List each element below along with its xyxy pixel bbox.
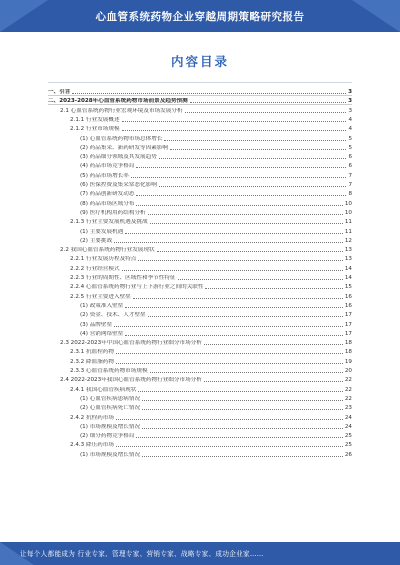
- toc-entry[interactable]: [80, 449, 352, 458]
- toc-entry-label: 2.4.2 抗栓药市场: [70, 414, 114, 421]
- toc-entry-label: (3) 品牌壁垒: [80, 321, 113, 328]
- toc-entry-page: 17: [344, 312, 352, 319]
- toc-entry[interactable]: [80, 207, 352, 216]
- toc-entry-label: 2.2.1 行业发展历程及特点: [70, 256, 137, 263]
- toc-dot-leader: [150, 371, 343, 373]
- toc-entry-page: 24: [344, 423, 352, 430]
- toc-entry-page: 14: [344, 275, 352, 281]
- toc-entry[interactable]: [80, 421, 352, 430]
- toc-entry-page: 22: [344, 395, 352, 402]
- toc-entry[interactable]: [80, 235, 352, 244]
- toc-entry-label: (1) 心血管系统药物市场总体增长: [80, 135, 163, 142]
- toc-entry-label: (1) 心血管疾病患病情况: [80, 395, 141, 402]
- toc-entry-page: 4: [348, 116, 352, 123]
- toc-entry[interactable]: [70, 272, 352, 281]
- toc-dot-leader: [142, 408, 343, 410]
- toc-entry-label: (9) 医疗机构用药结构分析: [80, 209, 146, 216]
- toc-entry[interactable]: [80, 226, 352, 235]
- toc-dot-leader: [150, 222, 343, 224]
- toc-dot-leader: [116, 362, 343, 364]
- toc-entry-page: 19: [344, 358, 352, 365]
- toc-heading-divider: [48, 82, 352, 83]
- toc-entry[interactable]: [70, 346, 352, 355]
- toc-dot-leader: [142, 455, 343, 457]
- toc-entry[interactable]: [60, 244, 352, 253]
- toc-entry-label: 2.1.3 行业主要发展机遇及挑战: [70, 219, 148, 226]
- toc-dot-leader: [114, 241, 343, 243]
- toc-entry-label: 2.3.3 心血管系统药物市场规模: [70, 368, 148, 374]
- toc-entry-page: 5: [348, 135, 352, 142]
- toc-entry-label: (5) 药品市场增长率: [80, 172, 129, 179]
- toc-entry-page: 3: [348, 98, 352, 105]
- toc-dot-leader: [125, 334, 343, 336]
- toc-dot-leader: [116, 352, 343, 354]
- toc-dot-leader: [136, 204, 342, 206]
- toc-entry[interactable]: [80, 393, 352, 402]
- toc-entry-page: 10: [344, 209, 352, 216]
- toc-dot-leader: [190, 101, 346, 103]
- toc-dot-leader: [170, 148, 346, 150]
- toc-dot-leader: [142, 399, 343, 401]
- toc-dot-leader: [136, 436, 342, 438]
- toc-entry[interactable]: [48, 95, 352, 104]
- toc-entry-page: 3: [348, 107, 352, 114]
- report-title: 心血管系统药物企业穿越周期策略研究报告: [95, 11, 305, 23]
- page-footer: [0, 542, 400, 565]
- toc-entry-label: 2.2.5 行业主要进入壁垒: [70, 293, 131, 300]
- toc-entry-page: 6: [348, 163, 352, 170]
- toc-entry-page: 14: [344, 265, 352, 272]
- toc-entry[interactable]: [80, 309, 352, 318]
- toc-entry-label: 2.1.1 行业发展概述: [70, 116, 120, 123]
- toc-dot-leader: [133, 297, 343, 299]
- toc-entry[interactable]: [48, 86, 352, 95]
- toc-dot-leader: [185, 111, 347, 113]
- toc-entry-label: 一、引言: [48, 89, 71, 95]
- toc-dot-leader: [122, 269, 343, 271]
- toc-dot-leader: [136, 194, 346, 196]
- toc-entry-label: (1) 政策准入壁垒: [80, 302, 124, 309]
- toc-dot-leader: [122, 129, 347, 131]
- toc-entry-label: (1) 主要发展机遇: [80, 228, 124, 235]
- toc-entry-page: 8: [348, 191, 352, 198]
- toc-entry-page: 4: [348, 126, 352, 133]
- toc-entry-page: 16: [344, 293, 352, 300]
- toc-entry-page: 13: [344, 247, 352, 254]
- toc-dot-leader: [72, 92, 346, 94]
- toc-entry[interactable]: [80, 151, 352, 160]
- toc-entry-page: 3: [348, 89, 352, 95]
- toc-entry[interactable]: [70, 123, 352, 132]
- toc-entry[interactable]: [80, 402, 352, 411]
- toc-dot-leader: [159, 185, 347, 187]
- toc-entry-label: (4) 营销网络壁垒: [80, 330, 124, 337]
- toc-entry-page: 22: [344, 377, 352, 384]
- toc-entry-page: 22: [344, 386, 352, 393]
- toc-dot-leader: [159, 157, 347, 159]
- toc-entry[interactable]: [60, 374, 352, 383]
- toc-entry[interactable]: [70, 439, 352, 448]
- toc-entry-label: 2.1.2 行业市场规模: [70, 126, 120, 133]
- toc-entry-label: 2.4.3 降压药市场: [70, 442, 114, 449]
- toc-entry-label: 2.3 2022-2023年中国心血管系统药物行业细分市场分析: [60, 340, 202, 347]
- toc-entry-page: 20: [344, 368, 352, 374]
- toc-entry-label: 2.2 我国心血管系统药物行业发展现状: [60, 247, 155, 254]
- toc-dot-leader: [116, 418, 343, 420]
- toc-entry[interactable]: [70, 412, 352, 421]
- toc-entry-page: 7: [348, 172, 352, 179]
- toc-heading: 内容目录: [170, 54, 229, 69]
- toc-entry-label: (1) 市场规模及增长情况: [80, 451, 141, 458]
- toc-entry-label: (6) 医保控费及集采常态化影响: [80, 182, 157, 188]
- toc-dot-leader: [125, 306, 343, 308]
- toc-entry-page: 17: [344, 321, 352, 328]
- toc-entry[interactable]: [60, 105, 352, 114]
- toc-entry-label: (8) 药品市场区域分布: [80, 200, 135, 207]
- toc-entry-page: 26: [344, 451, 352, 458]
- toc-entry[interactable]: [80, 170, 352, 179]
- toc-entry-label: 2.4 2022-2023年我国心血管系统药物行业细分市场分析: [60, 377, 202, 384]
- toc-dot-leader: [178, 278, 343, 280]
- toc-entry-label: 2.4.1 我国心血管疾病现状: [70, 386, 137, 393]
- toc-dot-leader: [204, 343, 343, 345]
- toc-entry-label: (2) 资金、技术、人才壁垒: [80, 312, 146, 319]
- toc-entry-page: 5: [348, 144, 352, 151]
- toc-entry[interactable]: [80, 328, 352, 337]
- toc-dot-leader: [148, 315, 343, 317]
- toc-dot-leader: [125, 232, 343, 234]
- toc-entry[interactable]: [70, 114, 352, 123]
- toc-dot-leader: [136, 166, 346, 168]
- footer-slogan: 让每个人都能成为 行业专家、管理专家、营销专家、战略专家、成功企业家……: [20, 550, 264, 558]
- toc-entry-label: 2.3.1 抗血栓药物: [70, 349, 114, 356]
- toc-entry[interactable]: [70, 365, 352, 374]
- toc-entry-label: 2.3.2 降血脂药物: [70, 358, 114, 365]
- toc-entry-label: 2.1 心血管系统药物行业宏观环境及市场发展分析: [60, 107, 183, 114]
- toc-dot-leader: [148, 213, 343, 215]
- toc-entry[interactable]: [80, 300, 352, 309]
- toc-entry[interactable]: [70, 384, 352, 393]
- toc-entry-label: 二、2023-2028年心血管系统药物市场前景及趋势预测: [48, 98, 188, 105]
- toc-entry[interactable]: [80, 188, 352, 197]
- toc-entry-page: 16: [344, 302, 352, 309]
- toc-entry[interactable]: [70, 356, 352, 365]
- toc-entry-page: 17: [344, 330, 352, 337]
- toc-entry[interactable]: [80, 160, 352, 169]
- toc-entry[interactable]: [70, 216, 352, 225]
- toc-entry[interactable]: [80, 430, 352, 439]
- toc-dot-leader: [164, 139, 346, 141]
- toc-dot-leader: [114, 325, 343, 327]
- toc-dot-leader: [138, 390, 343, 392]
- page-header: [0, 0, 400, 32]
- toc-list: [0, 84, 400, 542]
- toc-entry-label: 2.2.3 行业的周期性、区域性和季节性特征: [70, 275, 176, 281]
- toc-entry-label: (4) 药品市场竞争格局: [80, 163, 135, 170]
- toc-entry-page: 25: [344, 433, 352, 440]
- toc-entry-page: 24: [344, 414, 352, 421]
- toc-entry[interactable]: [80, 133, 352, 142]
- toc-entry[interactable]: [60, 337, 352, 346]
- toc-entry-label: 2.2.4 心血管系统药物行业与上下游行业之间的关联性: [70, 284, 204, 291]
- toc-dot-leader: [204, 380, 343, 382]
- toc-entry[interactable]: [80, 142, 352, 151]
- toc-entry-label: (2) 主要挑战: [80, 237, 113, 244]
- toc-entry-page: 11: [344, 219, 352, 226]
- toc-entry-label: 2.2.2 行业经营模式: [70, 265, 120, 272]
- toc-entry-page: 23: [344, 405, 352, 412]
- toc-dot-leader: [138, 259, 343, 261]
- toc-entry-label: (1) 市场规模及增长情况: [80, 423, 141, 430]
- toc-entry-label: (3) 药品细分领域及其发展趋势: [80, 154, 157, 161]
- toc-dot-leader: [157, 250, 343, 252]
- toc-entry[interactable]: [80, 319, 352, 328]
- toc-entry-page: 18: [344, 349, 352, 356]
- toc-entry-page: 25: [344, 442, 352, 449]
- toc-entry[interactable]: [70, 263, 352, 272]
- toc-entry[interactable]: [70, 281, 352, 290]
- toc-entry-label: (2) 心血管疾病死亡情况: [80, 405, 141, 412]
- toc-entry-page: 18: [344, 340, 352, 347]
- toc-entry[interactable]: [80, 179, 352, 188]
- toc-entry-label: (2) 药品集采、新药研发等因素影响: [80, 144, 169, 151]
- toc-entry-page: 11: [344, 228, 352, 235]
- toc-dot-leader: [205, 287, 342, 289]
- toc-entry-page: 10: [344, 200, 352, 207]
- toc-entry-page: 13: [344, 256, 352, 263]
- toc-entry-page: 12: [344, 237, 352, 244]
- toc-entry-label: (7) 药品创新研发动态: [80, 191, 135, 198]
- toc-dot-leader: [131, 176, 347, 178]
- toc-entry[interactable]: [70, 253, 352, 262]
- toc-entry-page: 7: [348, 182, 352, 188]
- toc-entry[interactable]: [70, 291, 352, 300]
- toc-entry[interactable]: [80, 198, 352, 207]
- toc-entry-page: 6: [348, 154, 352, 161]
- toc-dot-leader: [122, 120, 347, 122]
- toc-entry-page: 15: [344, 284, 352, 291]
- toc-dot-leader: [142, 427, 343, 429]
- toc-dot-leader: [116, 445, 343, 447]
- toc-entry-label: (2) 细分药物竞争格局: [80, 433, 135, 440]
